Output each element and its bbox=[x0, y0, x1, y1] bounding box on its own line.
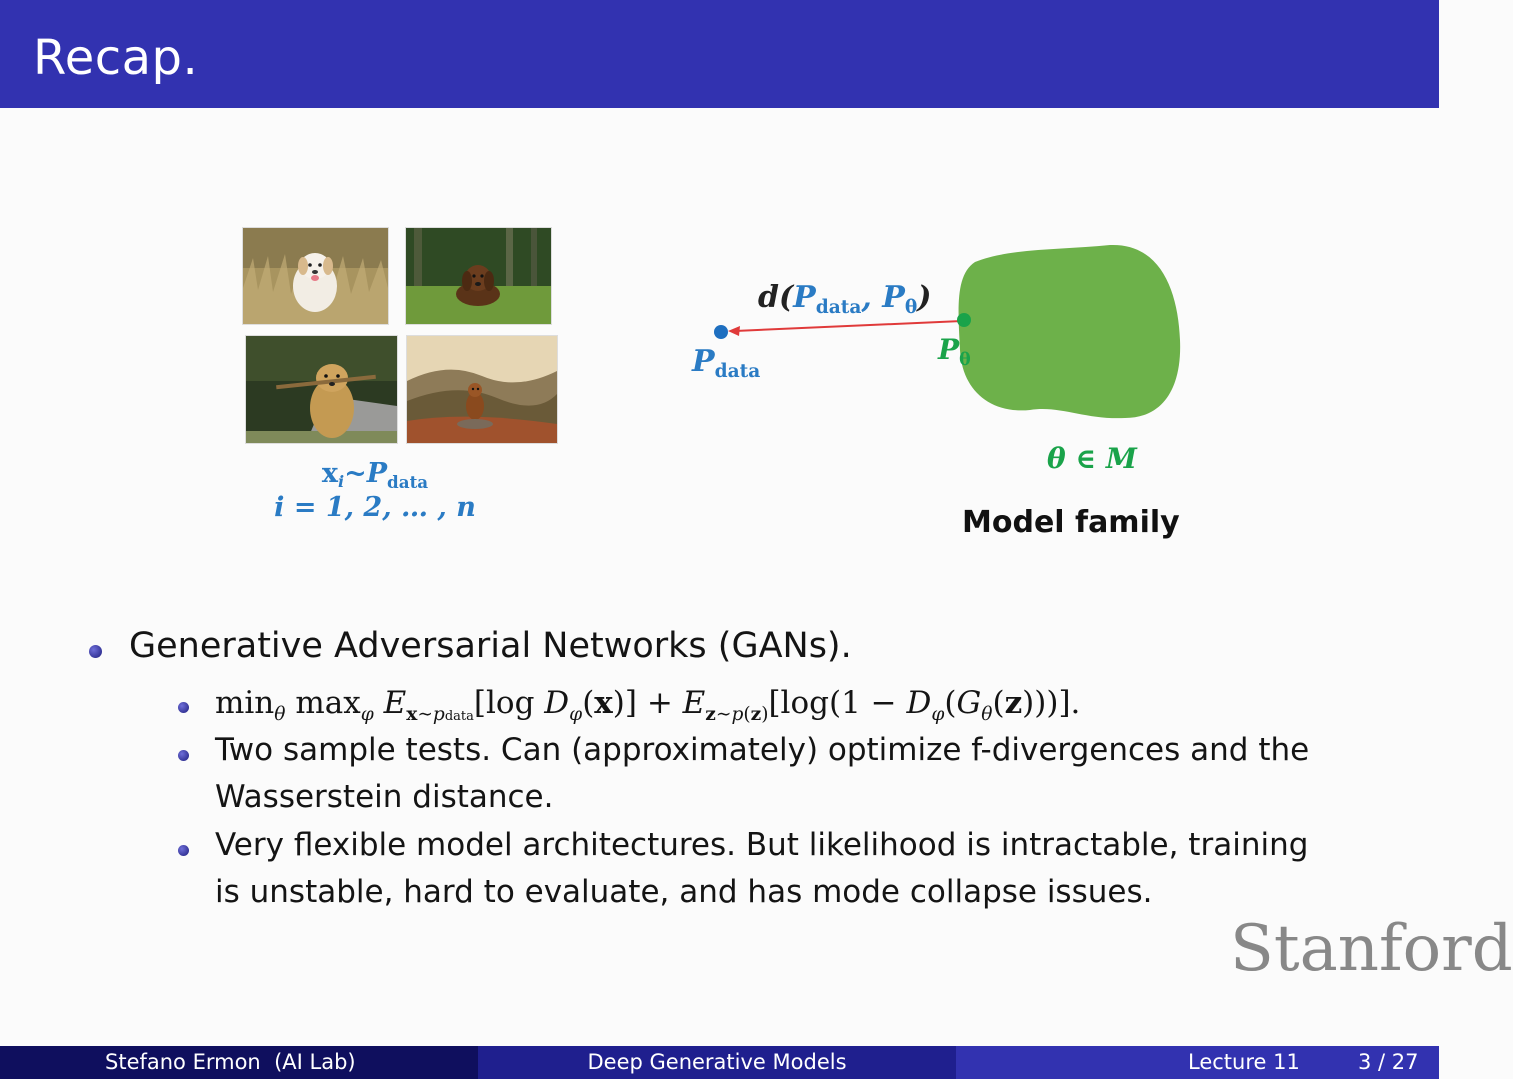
distance-label-close: ) bbox=[917, 280, 932, 315]
slide-footer bbox=[0, 1046, 1439, 1079]
bullet-sub2-line2: Wasserstein distance. bbox=[215, 779, 554, 815]
footer-course: Deep Generative Models bbox=[587, 1050, 847, 1074]
p-data-label-sub: data bbox=[714, 361, 761, 382]
distance-label-data: data bbox=[815, 297, 862, 318]
sample-index-caption: i = 1, 2, … , n bbox=[274, 492, 476, 523]
model-family-blob bbox=[959, 245, 1181, 418]
footer-page-number: 3 / 27 bbox=[1358, 1050, 1419, 1074]
bullet-sub3-line1: Very flexible model architectures. But likelihood is intractable, training bbox=[215, 827, 1309, 863]
bullet-main-text: Generative Adversarial Networks (GANs). bbox=[129, 626, 852, 666]
bullet-sub2-line1: Two sample tests. Can (approximately) optimize f-divergences and the bbox=[215, 732, 1310, 768]
bullet-sub3-line2: is unstable, hard to evaluate, and has mode collapse issues. bbox=[215, 874, 1153, 910]
sample-caption-sub-i: i bbox=[337, 472, 345, 491]
sample-caption-P: P bbox=[366, 458, 388, 489]
bullet-sub2-dot bbox=[178, 750, 189, 761]
p-data-label-P: P bbox=[692, 344, 715, 379]
p-theta-label-sub: θ bbox=[959, 350, 971, 370]
distance-arrow-head bbox=[728, 326, 740, 336]
theta-in-M-label: θ ∈ M bbox=[1047, 442, 1137, 475]
distance-arrow-line bbox=[735, 321, 962, 331]
p-theta-point bbox=[957, 313, 971, 327]
bullet-main-dot bbox=[89, 645, 102, 658]
sample-caption-tilde: ~ bbox=[344, 458, 367, 489]
formula-min: $\min_\theta \max_\varphi E_{x\sim pdata}[\log$ $D_\varphi(x)] + E_{z\sim p(z)}[\log(1 - D_\varphi(G_\theta(z)))]$. bbox=[215, 685, 1081, 725]
sample-caption-data: data bbox=[387, 472, 429, 492]
p-theta-label bbox=[938, 333, 971, 370]
p-data-label bbox=[692, 344, 760, 382]
p-theta-label-P: P bbox=[938, 333, 960, 366]
bullet-sub3-dot bbox=[178, 845, 189, 856]
footer-author-segment bbox=[0, 1046, 478, 1079]
bullet-sub1-formula bbox=[215, 685, 1080, 725]
footer-author: Stefano Ermon (AI Lab) bbox=[105, 1050, 356, 1074]
footer-lecture-segment bbox=[956, 1046, 1439, 1079]
distance-label bbox=[758, 280, 931, 318]
model-family-label: Model family bbox=[962, 505, 1180, 540]
distance-label-theta: θ bbox=[904, 297, 918, 318]
distance-label-d: d( bbox=[758, 280, 794, 315]
distance-label-P1: P bbox=[793, 280, 816, 315]
stanford-watermark: Stanford bbox=[1230, 912, 1513, 986]
footer-course-segment bbox=[478, 1046, 956, 1079]
slide-title: Recap. bbox=[33, 30, 199, 86]
p-data-point bbox=[714, 325, 728, 339]
distance-label-P2: , P bbox=[861, 280, 905, 315]
bullet-sub1-dot bbox=[178, 702, 189, 713]
footer-lecture: Lecture 11 bbox=[1188, 1050, 1300, 1074]
sample-caption-x: x bbox=[321, 458, 338, 489]
